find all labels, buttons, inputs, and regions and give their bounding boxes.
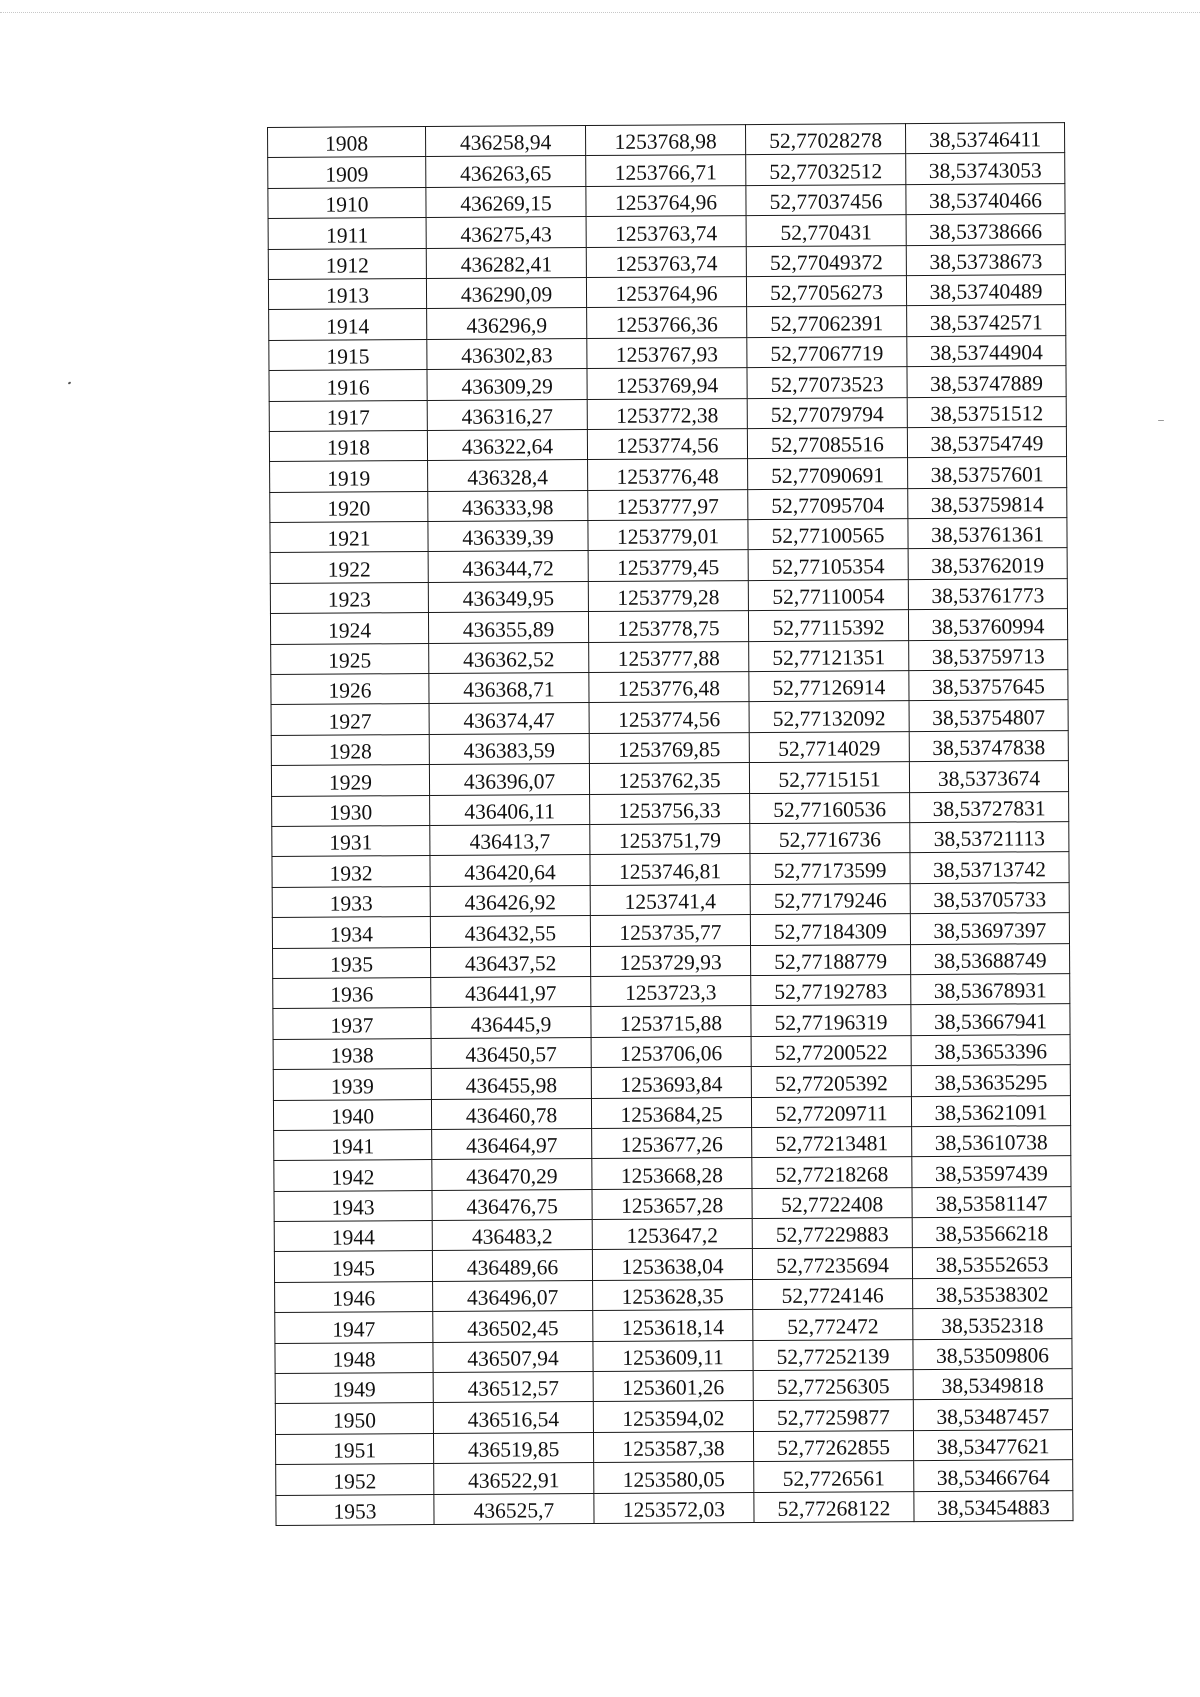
y-coordinate-cell: 1253764,96 xyxy=(586,277,746,308)
y-coordinate-cell: 1253777,88 xyxy=(589,641,749,672)
x-coordinate-cell: 436383,59 xyxy=(429,733,589,764)
longitude-cell: 38,53757645 xyxy=(909,670,1068,701)
longitude-cell: 38,53610738 xyxy=(912,1126,1071,1157)
y-coordinate-cell: 1253766,71 xyxy=(586,155,746,186)
point-number-cell: 1912 xyxy=(268,248,426,279)
table-row xyxy=(276,1460,1073,1495)
x-coordinate-cell: 436328,4 xyxy=(428,460,588,491)
table-row xyxy=(270,518,1067,553)
longitude-cell: 38,53487457 xyxy=(913,1399,1072,1430)
longitude-cell: 38,53721113 xyxy=(910,822,1069,853)
x-coordinate-cell: 436290,09 xyxy=(426,278,586,309)
y-coordinate-cell: 1253677,26 xyxy=(592,1127,752,1158)
table-row xyxy=(269,396,1066,431)
latitude-cell: 52,77173599 xyxy=(750,853,910,884)
y-coordinate-cell: 1253763,74 xyxy=(586,246,746,277)
point-number-cell: 1918 xyxy=(269,430,427,461)
longitude-cell: 38,53761361 xyxy=(908,518,1067,549)
table-row xyxy=(274,1247,1071,1282)
latitude-cell: 52,77110054 xyxy=(748,579,908,610)
y-coordinate-cell: 1253746,81 xyxy=(590,854,750,885)
x-coordinate-cell: 436450,57 xyxy=(431,1037,591,1068)
table-row xyxy=(275,1369,1072,1404)
longitude-cell: 38,53759814 xyxy=(908,487,1067,518)
point-number-cell: 1922 xyxy=(270,552,428,583)
x-coordinate-cell: 436470,29 xyxy=(432,1159,592,1190)
longitude-cell: 38,53509806 xyxy=(913,1338,1072,1369)
longitude-cell: 38,53727831 xyxy=(910,791,1069,822)
longitude-cell: 38,53477621 xyxy=(913,1429,1072,1460)
y-coordinate-cell: 1253777,97 xyxy=(588,489,748,520)
x-coordinate-cell: 436296,9 xyxy=(427,308,587,339)
y-coordinate-cell: 1253580,05 xyxy=(594,1462,754,1493)
y-coordinate-cell: 1253609,11 xyxy=(593,1340,753,1371)
y-coordinate-cell: 1253657,28 xyxy=(592,1188,752,1219)
latitude-cell: 52,7726561 xyxy=(754,1461,914,1492)
table-row xyxy=(268,275,1065,310)
table-row xyxy=(272,822,1069,857)
table-row xyxy=(273,1004,1070,1039)
longitude-cell: 38,53744904 xyxy=(907,335,1066,366)
point-number-cell: 1936 xyxy=(273,977,431,1008)
y-coordinate-cell: 1253776,48 xyxy=(589,672,749,703)
scan-speck xyxy=(68,381,72,384)
latitude-cell: 52,77256305 xyxy=(753,1370,913,1401)
table-row xyxy=(273,1065,1070,1100)
table-row xyxy=(272,913,1069,948)
table-row xyxy=(276,1490,1073,1525)
latitude-cell: 52,77049372 xyxy=(746,245,906,276)
latitude-cell: 52,77259877 xyxy=(753,1400,913,1431)
point-number-cell: 1939 xyxy=(273,1069,431,1100)
point-number-cell: 1909 xyxy=(268,157,426,188)
longitude-cell: 38,5352318 xyxy=(913,1308,1072,1339)
y-coordinate-cell: 1253772,38 xyxy=(587,398,747,429)
y-coordinate-cell: 1253779,45 xyxy=(588,550,748,581)
longitude-cell: 38,53454883 xyxy=(914,1490,1073,1521)
x-coordinate-cell: 436426,92 xyxy=(430,885,590,916)
x-coordinate-cell: 436368,71 xyxy=(429,673,589,704)
table-row xyxy=(270,457,1067,492)
latitude-cell: 52,77079794 xyxy=(747,397,907,428)
x-coordinate-cell: 436516,54 xyxy=(433,1402,593,1433)
point-number-cell: 1932 xyxy=(272,856,430,887)
x-coordinate-cell: 436333,98 xyxy=(428,490,588,521)
table-row xyxy=(275,1429,1072,1464)
x-coordinate-cell: 436460,78 xyxy=(431,1098,591,1129)
longitude-cell: 38,53738673 xyxy=(906,244,1065,275)
y-coordinate-cell: 1253763,74 xyxy=(586,216,746,247)
y-coordinate-cell: 1253751,79 xyxy=(590,824,750,855)
y-coordinate-cell: 1253647,2 xyxy=(592,1219,752,1250)
latitude-cell: 52,77032512 xyxy=(746,154,906,185)
longitude-cell: 38,53757601 xyxy=(908,457,1067,488)
table-row xyxy=(269,366,1066,401)
x-coordinate-cell: 436522,91 xyxy=(434,1463,594,1494)
coordinates-table-body xyxy=(268,123,1074,1526)
x-coordinate-cell: 436263,65 xyxy=(426,156,586,187)
latitude-cell: 52,77229883 xyxy=(752,1218,912,1249)
latitude-cell: 52,77209711 xyxy=(751,1096,911,1127)
longitude-cell: 38,53566218 xyxy=(912,1217,1071,1248)
y-coordinate-cell: 1253723,3 xyxy=(591,975,751,1006)
table-row xyxy=(272,882,1069,917)
latitude-cell: 52,77252139 xyxy=(753,1339,913,1370)
table-row xyxy=(275,1308,1072,1343)
table-row xyxy=(271,730,1068,765)
x-coordinate-cell: 436507,94 xyxy=(433,1341,593,1372)
table-row xyxy=(268,123,1065,158)
x-coordinate-cell: 436344,72 xyxy=(428,551,588,582)
point-number-cell: 1951 xyxy=(275,1433,433,1464)
table-row xyxy=(268,183,1065,218)
longitude-cell: 38,53635295 xyxy=(911,1065,1070,1096)
latitude-cell: 52,77037456 xyxy=(746,184,906,215)
x-coordinate-cell: 436512,57 xyxy=(433,1372,593,1403)
latitude-cell: 52,77262855 xyxy=(753,1430,913,1461)
longitude-cell: 38,53466764 xyxy=(914,1460,1073,1491)
x-coordinate-cell: 436502,45 xyxy=(433,1311,593,1342)
x-coordinate-cell: 436339,39 xyxy=(428,521,588,552)
longitude-cell: 38,53743053 xyxy=(906,153,1065,184)
longitude-cell: 38,53705733 xyxy=(910,882,1069,913)
y-coordinate-cell: 1253628,35 xyxy=(593,1279,753,1310)
point-number-cell: 1926 xyxy=(271,674,429,705)
longitude-cell: 38,53688749 xyxy=(911,943,1070,974)
x-coordinate-cell: 436525,7 xyxy=(434,1493,594,1524)
y-coordinate-cell: 1253684,25 xyxy=(591,1097,751,1128)
table-row xyxy=(272,791,1069,826)
longitude-cell: 38,53747838 xyxy=(909,730,1068,761)
longitude-cell: 38,53597439 xyxy=(912,1156,1071,1187)
table-row xyxy=(269,427,1066,462)
table-row xyxy=(273,1034,1070,1069)
x-coordinate-cell: 436441,97 xyxy=(431,976,591,1007)
point-number-cell: 1910 xyxy=(268,187,426,218)
latitude-cell: 52,77218268 xyxy=(752,1157,912,1188)
latitude-cell: 52,77235694 xyxy=(752,1248,912,1279)
point-number-cell: 1908 xyxy=(268,127,426,158)
x-coordinate-cell: 436258,94 xyxy=(426,126,586,157)
point-number-cell: 1934 xyxy=(272,917,430,948)
x-coordinate-cell: 436489,66 xyxy=(432,1250,592,1281)
point-number-cell: 1953 xyxy=(276,1494,434,1525)
latitude-cell: 52,77192783 xyxy=(751,975,911,1006)
y-coordinate-cell: 1253768,98 xyxy=(585,125,745,156)
latitude-cell: 52,77028278 xyxy=(745,124,905,155)
x-coordinate-cell: 436432,55 xyxy=(430,916,590,947)
latitude-cell: 52,77126914 xyxy=(749,671,909,702)
point-number-cell: 1916 xyxy=(269,370,427,401)
longitude-cell: 38,53621091 xyxy=(911,1095,1070,1126)
point-number-cell: 1935 xyxy=(273,947,431,978)
point-number-cell: 1929 xyxy=(271,765,429,796)
point-number-cell: 1924 xyxy=(270,613,428,644)
latitude-cell: 52,770431 xyxy=(746,215,906,246)
point-number-cell: 1941 xyxy=(274,1129,432,1160)
latitude-cell: 52,77067719 xyxy=(747,336,907,367)
latitude-cell: 52,77196319 xyxy=(751,1005,911,1036)
longitude-cell: 38,5373674 xyxy=(909,761,1068,792)
y-coordinate-cell: 1253735,77 xyxy=(590,915,750,946)
point-number-cell: 1933 xyxy=(272,886,430,917)
longitude-cell: 38,53761773 xyxy=(908,578,1067,609)
x-coordinate-cell: 436420,64 xyxy=(430,855,590,886)
point-number-cell: 1940 xyxy=(273,1099,431,1130)
x-coordinate-cell: 436349,95 xyxy=(428,581,588,612)
x-coordinate-cell: 436396,07 xyxy=(429,764,589,795)
point-number-cell: 1927 xyxy=(271,704,429,735)
table-row xyxy=(274,1156,1071,1191)
y-coordinate-cell: 1253706,06 xyxy=(591,1036,751,1067)
longitude-cell: 38,53740489 xyxy=(906,275,1065,306)
y-coordinate-cell: 1253756,33 xyxy=(590,793,750,824)
table-row xyxy=(268,214,1065,249)
table-row xyxy=(270,578,1067,613)
y-coordinate-cell: 1253774,56 xyxy=(589,702,749,733)
y-coordinate-cell: 1253741,4 xyxy=(590,884,750,915)
longitude-cell: 38,53762019 xyxy=(908,548,1067,579)
point-number-cell: 1944 xyxy=(274,1221,432,1252)
point-number-cell: 1913 xyxy=(268,278,426,309)
longitude-cell: 38,53552653 xyxy=(912,1247,1071,1278)
latitude-cell: 52,77090691 xyxy=(748,458,908,489)
y-coordinate-cell: 1253769,94 xyxy=(587,368,747,399)
point-number-cell: 1911 xyxy=(268,218,426,249)
x-coordinate-cell: 436413,7 xyxy=(430,825,590,856)
longitude-cell: 38,53746411 xyxy=(905,123,1064,154)
latitude-cell: 52,77056273 xyxy=(746,276,906,307)
y-coordinate-cell: 1253572,03 xyxy=(594,1492,754,1523)
y-coordinate-cell: 1253587,38 xyxy=(593,1431,753,1462)
point-number-cell: 1949 xyxy=(275,1373,433,1404)
latitude-cell: 52,77073523 xyxy=(747,367,907,398)
table-row xyxy=(270,487,1067,522)
x-coordinate-cell: 436374,47 xyxy=(429,703,589,734)
x-coordinate-cell: 436445,9 xyxy=(431,1007,591,1038)
latitude-cell: 52,77095704 xyxy=(748,488,908,519)
table-row xyxy=(274,1126,1071,1161)
y-coordinate-cell: 1253762,35 xyxy=(589,763,749,794)
x-coordinate-cell: 436302,83 xyxy=(427,338,587,369)
table-row xyxy=(273,1095,1070,1130)
latitude-cell: 52,77121351 xyxy=(749,640,909,671)
longitude-cell: 38,53738666 xyxy=(906,214,1065,245)
x-coordinate-cell: 436269,15 xyxy=(426,186,586,217)
y-coordinate-cell: 1253779,28 xyxy=(588,580,748,611)
y-coordinate-cell: 1253693,84 xyxy=(591,1067,751,1098)
longitude-cell: 38,53713742 xyxy=(910,852,1069,883)
point-number-cell: 1920 xyxy=(270,491,428,522)
x-coordinate-cell: 436309,29 xyxy=(427,369,587,400)
y-coordinate-cell: 1253638,04 xyxy=(592,1249,752,1280)
y-coordinate-cell: 1253766,36 xyxy=(587,307,747,338)
y-coordinate-cell: 1253715,88 xyxy=(591,1006,751,1037)
latitude-cell: 52,77184309 xyxy=(750,914,910,945)
y-coordinate-cell: 1253778,75 xyxy=(588,611,748,642)
x-coordinate-cell: 436496,07 xyxy=(433,1280,593,1311)
longitude-cell: 38,53751512 xyxy=(907,396,1066,427)
x-coordinate-cell: 436275,43 xyxy=(426,217,586,248)
x-coordinate-cell: 436316,27 xyxy=(427,399,587,430)
longitude-cell: 38,53760994 xyxy=(908,609,1067,640)
x-coordinate-cell: 436455,98 xyxy=(431,1068,591,1099)
latitude-cell: 52,77085516 xyxy=(747,428,907,459)
scan-edge-line xyxy=(0,12,1200,13)
longitude-cell: 38,53747889 xyxy=(907,366,1066,397)
point-number-cell: 1915 xyxy=(269,339,427,370)
latitude-cell: 52,77268122 xyxy=(754,1491,914,1522)
coordinates-table xyxy=(267,122,1074,1526)
point-number-cell: 1952 xyxy=(276,1464,434,1495)
longitude-cell: 38,53740466 xyxy=(906,183,1065,214)
x-coordinate-cell: 436406,11 xyxy=(430,794,590,825)
x-coordinate-cell: 436519,85 xyxy=(433,1432,593,1463)
point-number-cell: 1921 xyxy=(270,522,428,553)
point-number-cell: 1923 xyxy=(270,582,428,613)
x-coordinate-cell: 436483,2 xyxy=(432,1220,592,1251)
table-row xyxy=(272,852,1069,887)
point-number-cell: 1938 xyxy=(273,1038,431,1069)
latitude-cell: 52,7724146 xyxy=(753,1278,913,1309)
point-number-cell: 1945 xyxy=(274,1251,432,1282)
table-row xyxy=(269,335,1066,370)
scan-speck xyxy=(1158,420,1164,421)
longitude-cell: 38,53581147 xyxy=(912,1186,1071,1217)
table-row xyxy=(273,974,1070,1009)
y-coordinate-cell: 1253668,28 xyxy=(592,1158,752,1189)
table-row xyxy=(275,1338,1072,1373)
x-coordinate-cell: 436437,52 xyxy=(431,946,591,977)
table-row xyxy=(275,1277,1072,1312)
longitude-cell: 38,53754807 xyxy=(909,700,1068,731)
latitude-cell: 52,77132092 xyxy=(749,701,909,732)
point-number-cell: 1917 xyxy=(269,400,427,431)
y-coordinate-cell: 1253769,85 xyxy=(589,732,749,763)
latitude-cell: 52,7722408 xyxy=(752,1187,912,1218)
latitude-cell: 52,77105354 xyxy=(748,549,908,580)
table-row xyxy=(271,670,1068,705)
table-row xyxy=(268,244,1065,279)
latitude-cell: 52,77100565 xyxy=(748,519,908,550)
y-coordinate-cell: 1253764,96 xyxy=(586,185,746,216)
longitude-cell: 38,53667941 xyxy=(911,1004,1070,1035)
latitude-cell: 52,7714029 xyxy=(749,731,909,762)
point-number-cell: 1943 xyxy=(274,1190,432,1221)
point-number-cell: 1930 xyxy=(272,795,430,826)
latitude-cell: 52,77213481 xyxy=(752,1126,912,1157)
point-number-cell: 1914 xyxy=(269,309,427,340)
point-number-cell: 1919 xyxy=(270,461,428,492)
table-row xyxy=(273,943,1070,978)
point-number-cell: 1950 xyxy=(275,1403,433,1434)
x-coordinate-cell: 436362,52 xyxy=(429,642,589,673)
y-coordinate-cell: 1253601,26 xyxy=(593,1371,753,1402)
latitude-cell: 52,77160536 xyxy=(750,792,910,823)
point-number-cell: 1937 xyxy=(273,1008,431,1039)
longitude-cell: 38,53697397 xyxy=(910,913,1069,944)
point-number-cell: 1942 xyxy=(274,1160,432,1191)
y-coordinate-cell: 1253779,01 xyxy=(588,520,748,551)
latitude-cell: 52,77179246 xyxy=(750,883,910,914)
y-coordinate-cell: 1253618,14 xyxy=(593,1310,753,1341)
table-row xyxy=(271,639,1068,674)
table-row xyxy=(268,153,1065,188)
latitude-cell: 52,77200522 xyxy=(751,1035,911,1066)
table-row xyxy=(275,1399,1072,1434)
latitude-cell: 52,77205392 xyxy=(751,1066,911,1097)
table-row xyxy=(274,1217,1071,1252)
longitude-cell: 38,53653396 xyxy=(911,1034,1070,1065)
point-number-cell: 1931 xyxy=(272,826,430,857)
point-number-cell: 1948 xyxy=(275,1342,433,1373)
y-coordinate-cell: 1253776,48 xyxy=(588,459,748,490)
latitude-cell: 52,77115392 xyxy=(748,610,908,641)
table-row xyxy=(270,609,1067,644)
latitude-cell: 52,7716736 xyxy=(750,823,910,854)
latitude-cell: 52,77062391 xyxy=(747,306,907,337)
y-coordinate-cell: 1253774,56 xyxy=(587,428,747,459)
point-number-cell: 1946 xyxy=(275,1281,433,1312)
point-number-cell: 1925 xyxy=(271,643,429,674)
x-coordinate-cell: 436476,75 xyxy=(432,1189,592,1220)
table-row xyxy=(271,761,1068,796)
table-row xyxy=(270,548,1067,583)
x-coordinate-cell: 436464,97 xyxy=(432,1128,592,1159)
longitude-cell: 38,5349818 xyxy=(913,1369,1072,1400)
point-number-cell: 1947 xyxy=(275,1312,433,1343)
x-coordinate-cell: 436322,64 xyxy=(427,429,587,460)
x-coordinate-cell: 436282,41 xyxy=(426,247,586,278)
table-row xyxy=(269,305,1066,340)
latitude-cell: 52,7715151 xyxy=(749,762,909,793)
y-coordinate-cell: 1253767,93 xyxy=(587,337,747,368)
latitude-cell: 52,772472 xyxy=(753,1309,913,1340)
longitude-cell: 38,53538302 xyxy=(913,1277,1072,1308)
y-coordinate-cell: 1253594,02 xyxy=(593,1401,753,1432)
latitude-cell: 52,77188779 xyxy=(751,944,911,975)
longitude-cell: 38,53754749 xyxy=(907,427,1066,458)
x-coordinate-cell: 436355,89 xyxy=(428,612,588,643)
longitude-cell: 38,53678931 xyxy=(911,974,1070,1005)
table-row xyxy=(274,1186,1071,1221)
point-number-cell: 1928 xyxy=(271,734,429,765)
table-row xyxy=(271,700,1068,735)
document-page xyxy=(267,122,1074,1526)
longitude-cell: 38,53759713 xyxy=(909,639,1068,670)
y-coordinate-cell: 1253729,93 xyxy=(591,945,751,976)
longitude-cell: 38,53742571 xyxy=(907,305,1066,336)
